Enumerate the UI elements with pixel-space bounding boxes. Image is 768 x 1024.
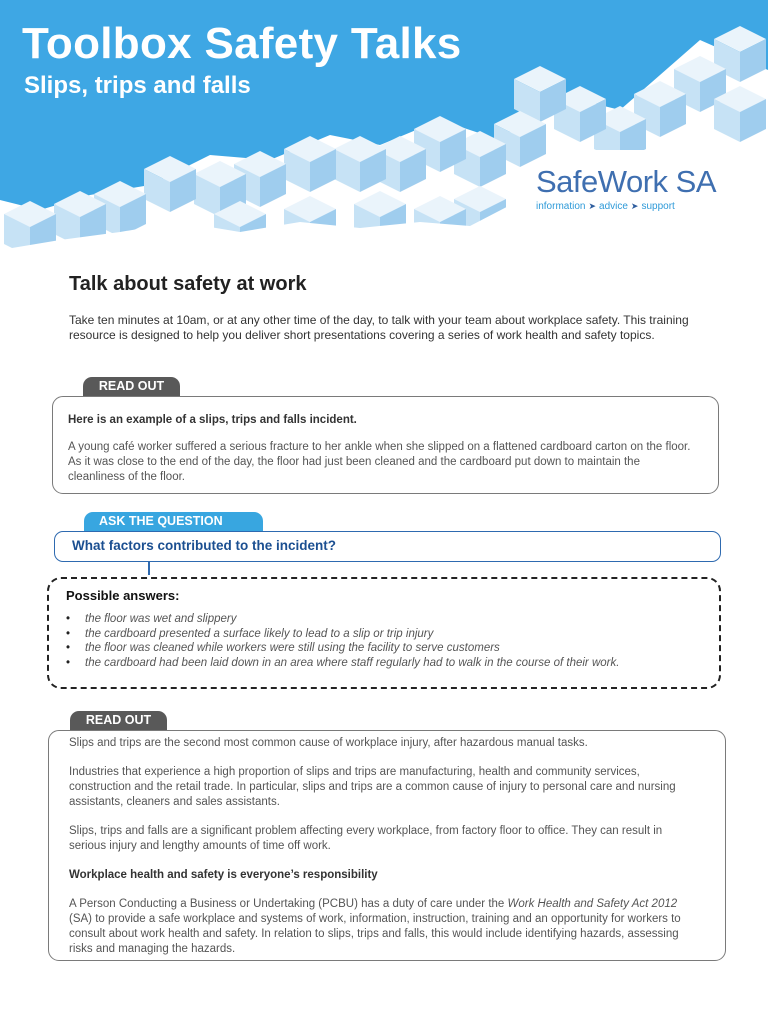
arrow-icon: ➤ — [630, 201, 639, 211]
safework-sa-logo — [536, 166, 716, 212]
text-run: (SA) to provide a safe workplace and systems of work, information, instruction, training and an opportunity for workers to consult about work health and safety. In relation to slips, trips and falls, this would include identifying hazards, assessing risks and managing the hazards. — [69, 913, 681, 955]
document-title: Toolbox Safety Talks — [22, 19, 462, 68]
list-item: • the cardboard presented a surface likely to lead to a slip or trip injury — [66, 627, 619, 642]
possible-answers-box — [47, 577, 721, 689]
tagline-word: support — [641, 201, 675, 212]
logo-tagline — [536, 201, 716, 212]
paragraph: Slips and trips are the second most common cause of workplace injury, after hazardous manual tasks. — [69, 737, 588, 749]
question-text: What factors contributed to the incident? — [72, 538, 336, 553]
paragraph: Industries that experience a high proportion of slips and trips are manufacturing, health and community services, construction and the retail trade. In particular, slips and trips are a common cause of injury to personal care and nursing assistants, cleaners and sales assistants. — [69, 766, 676, 808]
ask-question-tab: ASK THE QUESTION — [84, 512, 263, 531]
section-heading: Talk about safety at work — [69, 273, 307, 295]
read-out-box — [52, 396, 719, 494]
text-run: A Person Conducting a Business or Undertaking (PCBU) has a duty of care under the — [69, 898, 508, 910]
incident-lead: Here is an example of a slips, trips and falls incident. — [68, 414, 357, 426]
question-box — [54, 531, 721, 562]
paragraph — [69, 897, 701, 957]
logo-name: SafeWork SA — [536, 164, 717, 199]
act-title: Work Health and Safety Act 2012 — [507, 898, 678, 910]
read-out-tab: READ OUT — [70, 711, 167, 730]
document-subtitle: Slips, trips and falls — [24, 72, 251, 99]
header-banner — [0, 0, 768, 262]
list-item: • the floor was wet and slippery — [66, 612, 619, 627]
intro-paragraph: Take ten minutes at 10am, or at any other time of the day, to talk with your team about workplace safety. This training resource is designed to help you deliver short presentations covering a series of work health and safety topics. — [69, 313, 689, 342]
list-item: • the cardboard had been laid down in an area where staff regularly had to walk in the course of their work. — [66, 656, 619, 671]
read-out-tab: READ OUT — [83, 377, 180, 396]
list-item: • the floor was cleaned while workers were still using the facility to serve customers — [66, 641, 619, 656]
read-out-box — [48, 730, 726, 961]
connector-line — [148, 561, 150, 575]
answers-list — [66, 612, 619, 670]
possible-answers-label: Possible answers: — [66, 588, 180, 603]
tagline-word: information — [536, 201, 586, 212]
incident-description: A young café worker suffered a serious fracture to her ankle when she slipped on a flattened cardboard carton on the floor. As it was close to the end of the day, the floor had just been cleaned and the cardboard put down to maintain the cleanliness of the floor. — [68, 441, 691, 483]
arrow-icon: ➤ — [588, 201, 597, 211]
tagline-word: advice — [599, 201, 628, 212]
paragraph: Slips, trips and falls are a significant problem affecting every workplace, from factory floor to office. They can result in serious injury and lengthy amounts of time off work. — [69, 825, 663, 852]
responsibility-heading: Workplace health and safety is everyone’s responsibility — [69, 869, 378, 881]
